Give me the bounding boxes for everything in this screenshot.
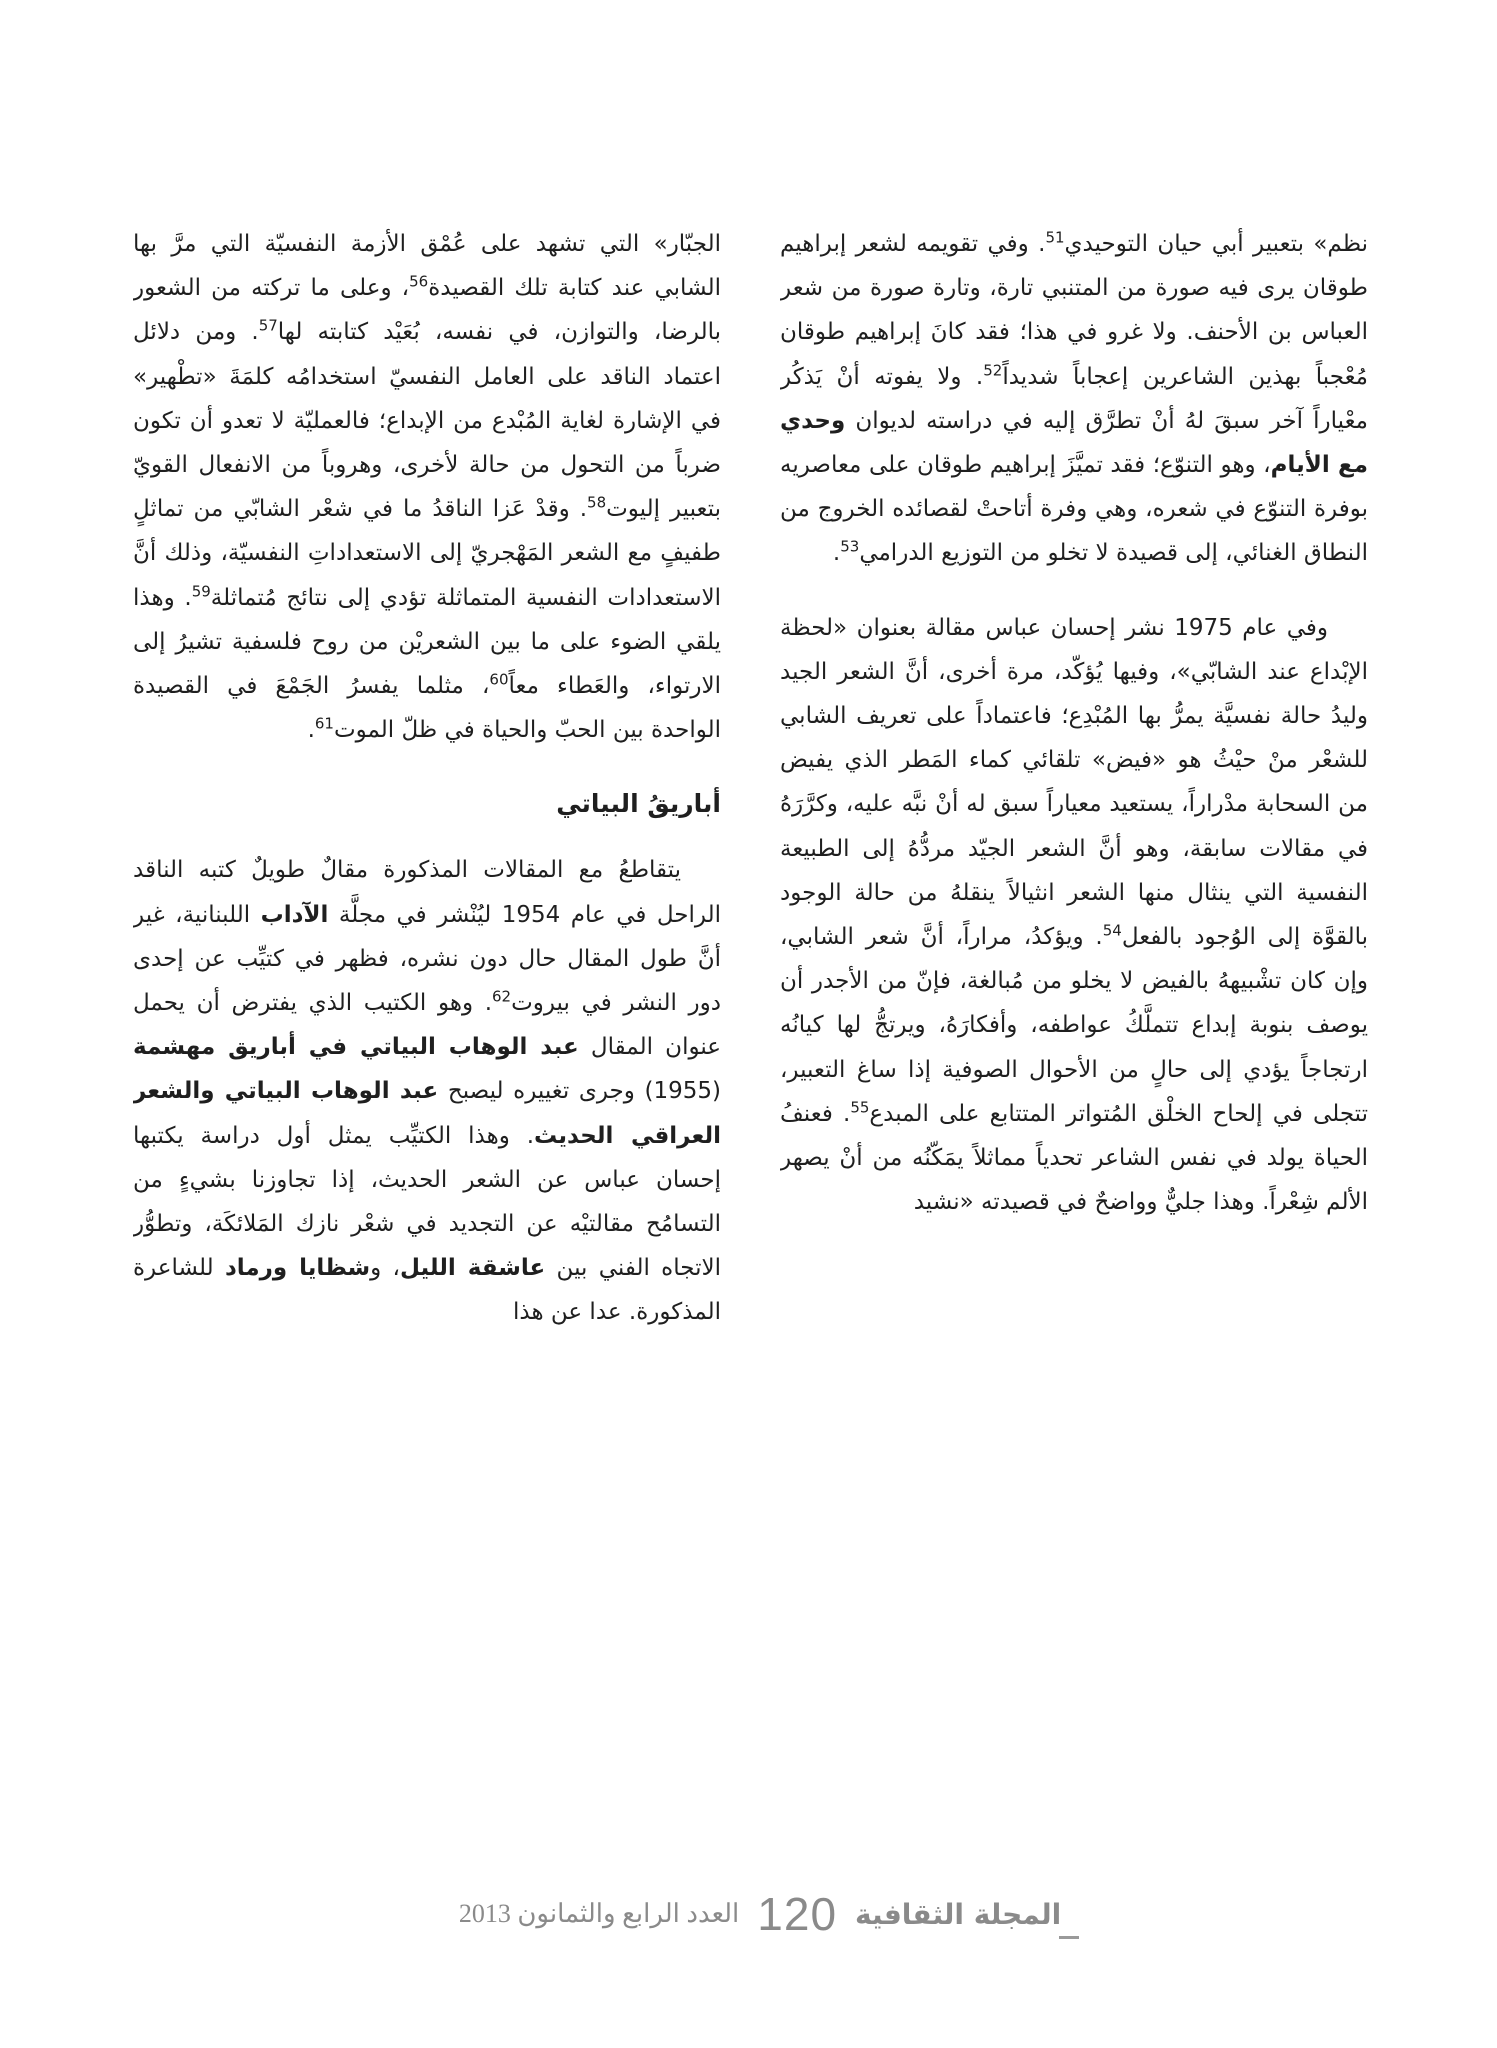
- text-run: . وفي تقويمه لشعر إبراهيم طوقان يرى فيه صورة من المتنبي تارة، وتارة صورة من شعر العباس بن الأحنف. ولا غرو في هذا؛ فقد كانَ إبراهيم طوقان مُعْجباً بهذين الشاعرين إعجاباً شديداً: [780, 231, 1368, 390]
- footnote-ref: 51: [1045, 228, 1065, 247]
- text-run: . ويؤكدُ، مراراً، أنَّ شعر الشابي، وإن كان تشْبيههُ بالفيض لا يخلو من مُبالغة، فإنّ من الأجدر أن يوصف بنوبة إبداع تتملَّكُ عواطفه، وأفكارَهُ، ويرتجُّ لها كيانُه ارتجاجاً يؤدي إلى حالٍ من الأحوال الصوفية إذا ساغ التعبير، تتجلى في إلحاح الخلْق المُتواتر المتتابع على المبدع: [780, 924, 1368, 1127]
- issue-label: العدد الرابع والثمانون 2013: [458, 1899, 740, 1928]
- footnote-ref: 53: [840, 537, 860, 556]
- text-run: يتقاطعُ مع المقالات المذكورة مقالٌ طويلٌ كتبه الناقد الراحل في عام 1954 ليُنْشر في مجلَّة: [133, 857, 721, 928]
- text-run: اللبنانية، غير أنَّ طول المقال حال دون نشره، فظهر في كتيِّب عن إحدى دور النشر في بيروت: [133, 901, 721, 1017]
- text-run: ، و: [370, 1255, 400, 1282]
- text-run: .: [307, 717, 315, 744]
- right-text-column: [780, 222, 1368, 1842]
- text-run: . وقدْ عَزا الناقدُ ما في شعْر الشابّي من تماثلٍ طفيفٍ مع الشعر المَهْجريّ إلى الاستعداداتِ النفسيّة، وذلك أنَّ الاستعدادات النفسية المتماثلة تؤدي إلى نتائج مُتماثلة: [133, 496, 721, 611]
- text-run: . ومن دلائل اعتماد الناقد على العامل النفسيّ استخدامُه كلمَةَ «تطْهير» في الإشارة لغاية المُبْدع من الإبداع؛ فالعمليّة لا تعدو أن تكون ضرباً من التحول من حالة لأخرى، وهروباً من الانفعال القويّ بتعبير إليوت: [133, 319, 721, 523]
- bold-title: عبد الوهاب البياتي والشعر العراقي الحديث: [133, 1078, 721, 1149]
- bold-title: وحدي مع الأيام: [780, 407, 1368, 479]
- left-text-column: [133, 222, 721, 1842]
- text-run: الجبّار» التي تشهد على عُمْق الأزمة النفسيّة التي مرَّ بها الشابي عند كتابة تلك القصيدة: [133, 231, 721, 302]
- footnote-ref: 56: [409, 272, 429, 291]
- bold-title: عاشقة الليل: [399, 1255, 546, 1282]
- text-run: ، وعلى ما تركته من الشعور بالرضا، والتوازن، في نفسه، بُعَيْد كتابته لها: [133, 275, 721, 346]
- footnote-ref: 62: [492, 987, 512, 1006]
- text-run: نظم» بتعبير أبي حيان التوحيدي: [1064, 231, 1368, 257]
- bold-title: عبد الوهاب البياتي في أباريق مهشمة: [133, 1034, 579, 1061]
- paragraph: [780, 606, 1368, 1225]
- footnote-ref: 58: [587, 493, 607, 512]
- text-run: . وهذا يلقي الضوء على ما بين الشعريْن من روح فلسفية تشيرُ إلى الارتواء، والعَطاء معاً: [133, 584, 721, 700]
- text-run: . ولا يفوته أنْ يَذكُر معْياراً آخر سبقَ لهُ أنْ تطرَّق إليه في دراسته لديوان: [780, 363, 1368, 434]
- paragraph: [780, 222, 1368, 576]
- text-run: ، مثلما يفسرُ الجَمْعَ في القصيدة الواحدة بين الحبّ والحياة في ظلّ الموت: [133, 673, 721, 744]
- footnote-ref: 61: [314, 714, 334, 733]
- text-run: . فعنفُ الحياة يولد في نفس الشاعر تحدياً مماثلاً يمَكّنُه من أنْ يصهر الألم شِعْراً. وهذا جليٌّ وواضحٌ في قصيدته «نشيد: [780, 1100, 1368, 1216]
- footnote-ref: 57: [258, 316, 278, 335]
- page-footer: [430, 1884, 1090, 1944]
- text-run: ، وهو التنوّع؛ فقد تميَّزَ إبراهيم طوقان على معاصريه بوفرة التنوّع في شعره، وهي وفرة أتاحتْ لقصائده الخروج من النطاق الغنائي، إلى قصيدة لا تخلو من التوزيع الدرامي: [780, 452, 1368, 567]
- footnote-ref: 59: [191, 581, 211, 600]
- footnote-ref: 54: [1102, 921, 1122, 940]
- text-run: وفي عام 1975 نشر إحسان عباس مقالة بعنوان «لحظة الإبْداع عند الشابّي»، وفيها يُؤكّد، مرة أخرى، أنَّ الشعر الجيد وليدُ حالة نفسيَّة يمرُّ بها المُبْدِع؛ فاعتماداً على تعريف الشابي للشعْر منْ حيْثُ هو «فيض» تلقائي كماء المَطر الذي يفيض من السحابة مدْراراً، يستعيد معياراً سبق له أنْ نبَّه عليه، وكرَّرَهُ في مقالات سابقة، وهو أنَّ الشعر الجيّد مردُّهُ إلى الطبيعة النفسية التي ينثال منها الشعر انثيالاً ينقلهُ من حالة الوجود بالقوَّة إلى الوُجود بالفعل: [780, 614, 1368, 951]
- footnote-ref: 52: [983, 360, 1003, 379]
- magazine-name: المجلة الثقافية: [855, 1897, 1062, 1931]
- page-number: 120: [757, 1888, 838, 1940]
- footnote-ref: 55: [850, 1098, 870, 1117]
- text-run: للشاعرة المذكورة. عدا عن هذا: [133, 1255, 721, 1326]
- text-run: .: [832, 540, 841, 567]
- footnote-ref: 60: [489, 670, 509, 689]
- text-run: (1955) وجرى تغييره ليصبح: [438, 1078, 721, 1105]
- text-run: . وهذا الكتيِّب يمثل أول دراسة يكتبها إحسان عباس عن الشعر الحديث، إذا تجاوزنا بشيءٍ من التسامُح مقالتيْه عن التجديد في شعْر نازك المَلائكَة، وتطوُّر الاتجاه الفني بين: [133, 1122, 721, 1282]
- bold-title: شظايا ورماد: [224, 1255, 371, 1282]
- text-run: . وهو الكتيب الذي يفترض أن يحمل عنوان المقال: [133, 990, 721, 1061]
- section-heading: أباريقُ البياتي: [556, 789, 721, 819]
- bold-title: الآداب: [260, 901, 329, 928]
- paragraph: [133, 222, 721, 752]
- paragraph: [133, 848, 721, 1334]
